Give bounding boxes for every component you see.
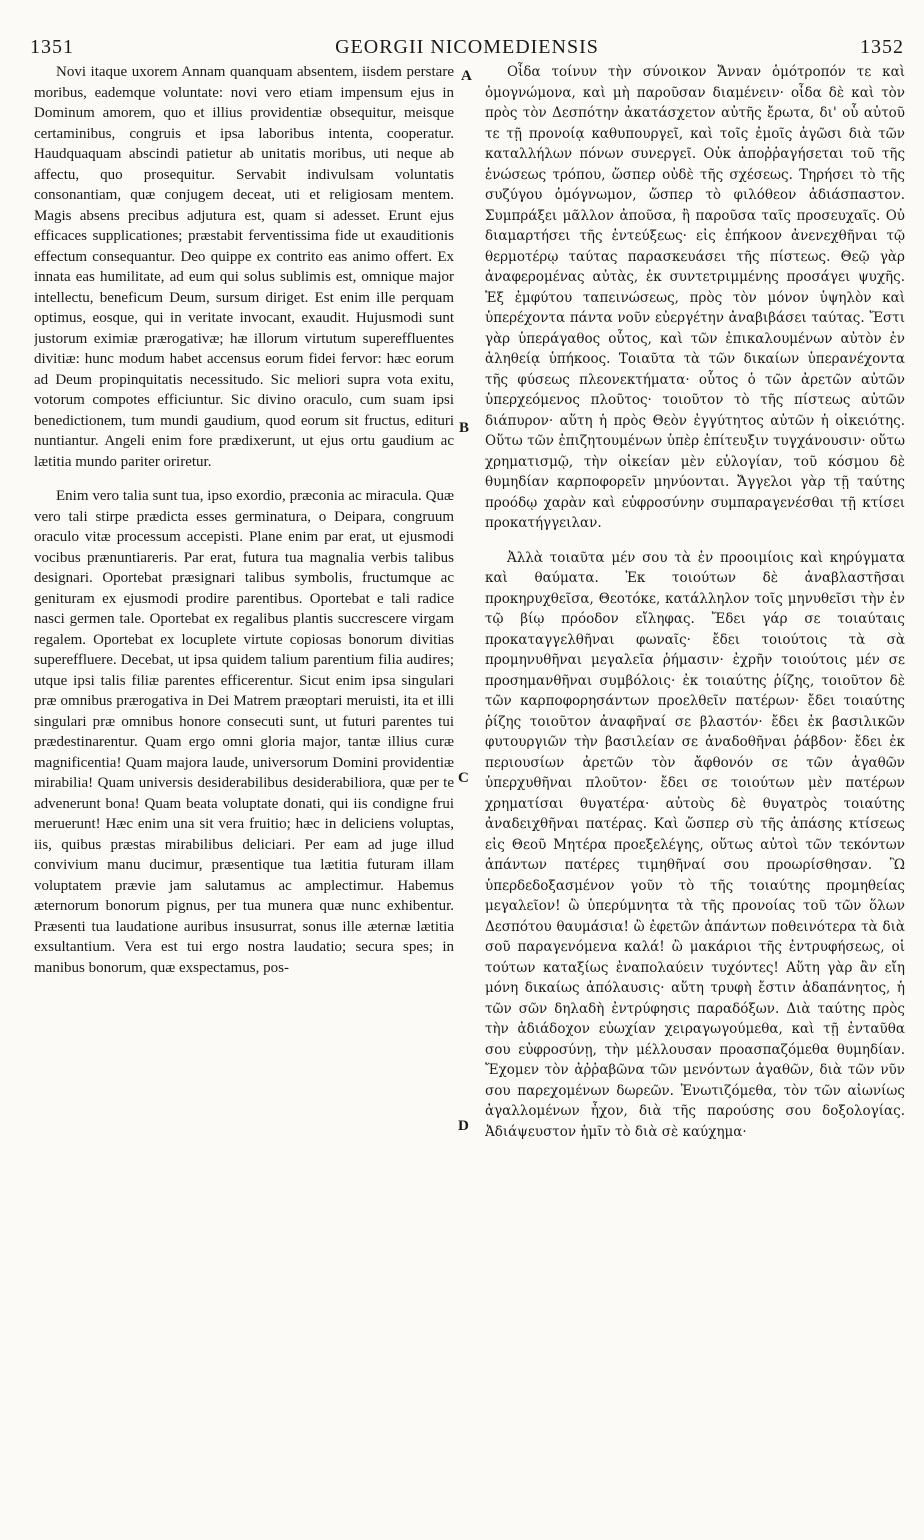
section-marker-c: C — [458, 770, 469, 786]
latin-paragraph-1: Novi itaque uxorem Annam quanquam absentem, iisdem perstare moribus, eademque voluntate: novi vero etiam impensum ejus in Dominum amorem, quo et illius providentiæ obsequitur, meisque certaminibus, congruis et ipsa laboribus intenta, cooperatur. Haudquaquam abscindi patietur ab unitatis moribus, uti neque ab affectu, quo prosequitur. Servabit indivulsam voluntatis consonantiam, quæ conjugem deceat, uti et religiosam mentem. Magis absens precibus adjutura est, quam si adesset. Erunt ejus efficaces supplicationes; præstabit ferventissima fide ut exauditionis effectum consequantur. Deo quippe ex contrito eas animo offert. Ex innata eas humilitate, ad eum qui solus sublimis est, omnique major intellectu, beneficum Deum, sursum diriget. Est enim ille perquam optimus, eosque, qui in veritate invocant, exaudit. Hujusmodi sunt justorum eximiæ prærogativæ; hæ illorum virtutum supereffluentes divitiæ: hunc modum habet accensus eorum fidei fervor: hæc eorum ad Deum propinquitatis necessitudo. Sic meliori supra vota exitu, votorum compotes efficiuntur. Sic divino oraculo, cum suam ipsi benedictionem, tum mundi gaudium, quod eorum sit fructus, edituri nuntiantur. Angeli enim fore prædixerunt, ut ejus ortu gaudium ac lætitia mundo pariter oriretur. — [34, 64, 454, 470]
greek-column — [485, 62, 905, 1522]
running-title: GEORGII NICOMEDIENSIS — [335, 36, 599, 58]
page-number-left: 1351 — [30, 36, 74, 58]
page-header — [30, 36, 904, 62]
page-number-right: 1352 — [860, 36, 904, 58]
latin-column — [34, 62, 454, 1522]
greek-paragraph-1: Οἶδα τοίνυν τὴν σύνοικον Ἄνναν ὁμότροπόν τε καὶ ὁμογνώμονα, καὶ μὴ παροῦσαν διαμένειν· οἶδα δὲ καὶ τὸν πρὸς τὸν Δεσπότην ἀκατάσχετον αὐτῆς ἔρωτα, δι' οὗ αὐτοῦ τε τῇ προνοίᾳ καθυπουργεῖ, καὶ τοῖς ἐμοῖς ἀγῶσι διὰ τῶν καταλλήλων πόνων συνεργεῖ. Οὐκ ἀποῤῥαγήσεται τοῦ τῆς ἑνώσεως τρόπου, ὥσπερ οὐδὲ τῆς σχέσεως. Τηρήσει τὸ τῆς συζύγου ὁμόγνωμον, ὥσπερ τὸ φιλόθεον ἀδιάσπαστον. Συμπράξει μᾶλλον ἀποῦσα, ἢ παροῦσα ταῖς προσευχαῖς. Οὐ διαμαρτήσει τῆς ἐντεύξεως· εἰς ἐπήκοον ἀνενεχθῆναι τῷ θερμοτέρῳ ταύτας παρασκευάσει τῆς πίστεως. Θεῷ γὰρ ἀναφερομένας αὐτὰς, ἐκ συντετριμμένης προσάγει ψυχῆς. Ἐξ ἐμφύτου ταπεινώσεως, πρὸς τὸν μόνον ὑψηλὸν καὶ ὑπερέχοντα πάντα νοῦν εὐεργέτην ἀναβιβάσει ταύτας. Ἔστι γὰρ ὑπεράγαθος οὗτος, καὶ τῶν ἐπικαλουμένων αὐτὸν ἐν ἀληθείᾳ ὑπήκοος. Τοιαῦτα τὰ τῶν δικαίων ὑπερανέχοντα τῆς φύσεως πλεονεκτήματα· οὗτος ὁ τῶν ἀρετῶν αὐτῶν ὑπερχεόμενος πλοῦτος· τοιοῦτον τὸ τῆς πίστεως αὐτῶν διάπυρον· αὕτη ἡ πρὸς Θεὸν ἐγγύτητος αὐτῶν ἡ οἰκειότης. Οὕτω τῶν ἐπιζητουμένων ὑπὲρ ἐπίτευξιν τυγχάνουσιν· οὕτω χρηματισμῷ, τὴν οἰκείαν μὲν εὐλογίαν, τοῦ κόσμου δὲ θυμηδίαν καρποφορεῖν μηνύονται. Ἄγγελοι γὰρ τῇ ταύτης προόδῳ χαρὰν καὶ εὐφροσύνην συμπαραγενέσθαι τῇ κτίσει προκατήγγειλαν. — [485, 64, 905, 531]
latin-paragraph-2: Enim vero talia sunt tua, ipso exordio, præconia ac miracula. Quæ vero tali stirpe prædicta esses germinatura, o Deipara, congruum oraculo vitæ processum accepisti. Plane enim par erat, ut ejusmodi vocibus prænuntiareris. Par erat, futura tua magnalia verbis talibus designari. Oportebat præsignari talibus symbolis, fructumque ac genituram ex ejusmodi prodire parentibus. Oportebat e tali radice nasci germen tale. Oportebat ex regalibus plantis succrescere virgam regalem. Oportebat ex locuplete virtute copiosas bonorum divitias supereffluere. Decebat, ut ipsa quidem talium parentium filia audires; utque ipsi talis filiæ parentes efficerentur. Sicut enim ipsa singulari præ omnibus prærogativa in Dei Matrem præoptari meruisti, ita et illi singulari præ omnibus honore consecuti sunt, ut futuri parentes tui prædestinarentur. Quam ergo omni gloria major, tantæ illius curæ magnificentia! Quam majora laude, universorum Domini providentiæ mirabilia! Quam universis desiderabilibus desiderabiliora, quæ per te advenerunt bona! Quam beata voluptate donati, qui iis condigne frui meruerunt! Hæc enim una sit vera fruitio; hæc in deliciens voluptas, iis, quibus præstas mirabilibus deliciari. Per eam ad juge illud convivium manu ducimur, præsentique tua lætitia futuram illam voluptatem prævie jam salutamus ac amplectimur. Habemus æternorum bonorum pignus, per tua munera quæ nunc exhibentur. Præsenti tua laudatione auribus insusurrat, sonus ille æternæ lætitia exsultantium. Vera est tui ergo nostra laudatio; secura spes; in manibus bonorum, quæ exspectamus, pos- — [34, 488, 454, 976]
section-marker-b: B — [459, 420, 470, 436]
greek-paragraph-2: Ἀλλὰ τοιαῦτα μέν σου τὰ ἐν προοιμίοις καὶ κηρύγματα καὶ θαύματα. Ἐκ τοιούτων δὲ ἀναβλαστῆσαι προκηρυχθεῖσα, Θεοτόκε, κατάλληλον τοῖς μηνυθεῖσι τὴν ἐν τῷ βίῳ πρόοδον εἴληφας. Ἔδει γάρ σε τοιαύταις προκαταγγελθῆναι φωναῖς· ἔδει τοιούτοις τὰ σὰ προμηνυθῆναι μεγαλεῖα ῥήμασιν· ἐχρῆν τοιούτοις μέν σε προσημανθῆναι συμβόλοις· ἐκ τοιαύτης ῥίζης, τοιοῦτον δὲ τῶν καρποφορησάντων προελθεῖν πατέρων· ἔδει τοιαύτης ῥίζης τοιοῦτον ἀναφῆναί σε βλαστόν· ἔδει ἐκ βασιλικῶν φυτουργιῶν τὴν βασιλείαν σε ἀναδοθῆναι ῥάβδον· ἔδει ἐκ περιουσίων ἀρετῶν τὸν ἄφθονόν σε τῶν ἀγαθῶν ὑπερχυθῆναι πλοῦτον· ἔδει σε τοιούτων μὲν πατέρων χρηματίσαι θυγατέρα· αὐτοὺς δὲ θυγατρὸς τοιαύτης ἀναδειχθῆναι πατέρας. Καὶ ὥσπερ σὺ τῆς ἁπάσης κτίσεως εἰς Θεοῦ Μητέρα προεξελέγης, οὕτως αὐτοὶ τῶν τεκόντων ἁπάντων πατέρες τιμηθῆναί σου προωρίσθησαν. Ὢ ὑπερδεδοξασμένον γοῦν τὸ τῆς τοιαύτης προμηθείας μεγαλεῖον! ὢ ὑπερύμνητα τὰ τῆς προνοίας τοῦ τῶν ὅλων Δεσπότου θαυμάσια! ὢ ἐφετῶν ἁπάντων ποθεινότερα τὰ διὰ σοῦ παραγενόμενα καλά! ὢ μακάριοι τῆς ἐντρυφήσεως, οἱ τούτων καταξίως ἐναπολαύειν τυχόντες! Αὕτη γὰρ ἂν εἴη μόνη δικαίως ἀπόλαυσις· αὕτη τρυφὴ ἔστιν ἀδαπάνητος, ἡ τῶν σῶν δηλαδὴ ἐντρύφησις παραδόξων. Διὰ ταύτης πρὸς τὴν ἀδιάδοχον εὐωχίαν χειραγωγούμεθα, καὶ τῇ ἐνταῦθα σου εὐφροσύνῃ, τὴν μέλλουσαν προασπαζόμεθα θυμηδίαν. Ἔχομεν τὸν ἀῤῥαβῶνα τῶν μενόντων ἀγαθῶν, διὰ τῶν νῦν σου παρεχομένων δωρεῶν. Ἐνωτιζόμεθα, τὸν τῶν αἰωνίως ἀγαλλομένων ἦχον, διὰ τῆς παρούσης σου δοξολογίας. Ἀδιάψευστον ἡμῖν τὸ διὰ σὲ καύχημα· — [485, 549, 905, 1140]
section-marker-a: A — [461, 68, 472, 84]
section-marker-d: D — [458, 1118, 469, 1134]
